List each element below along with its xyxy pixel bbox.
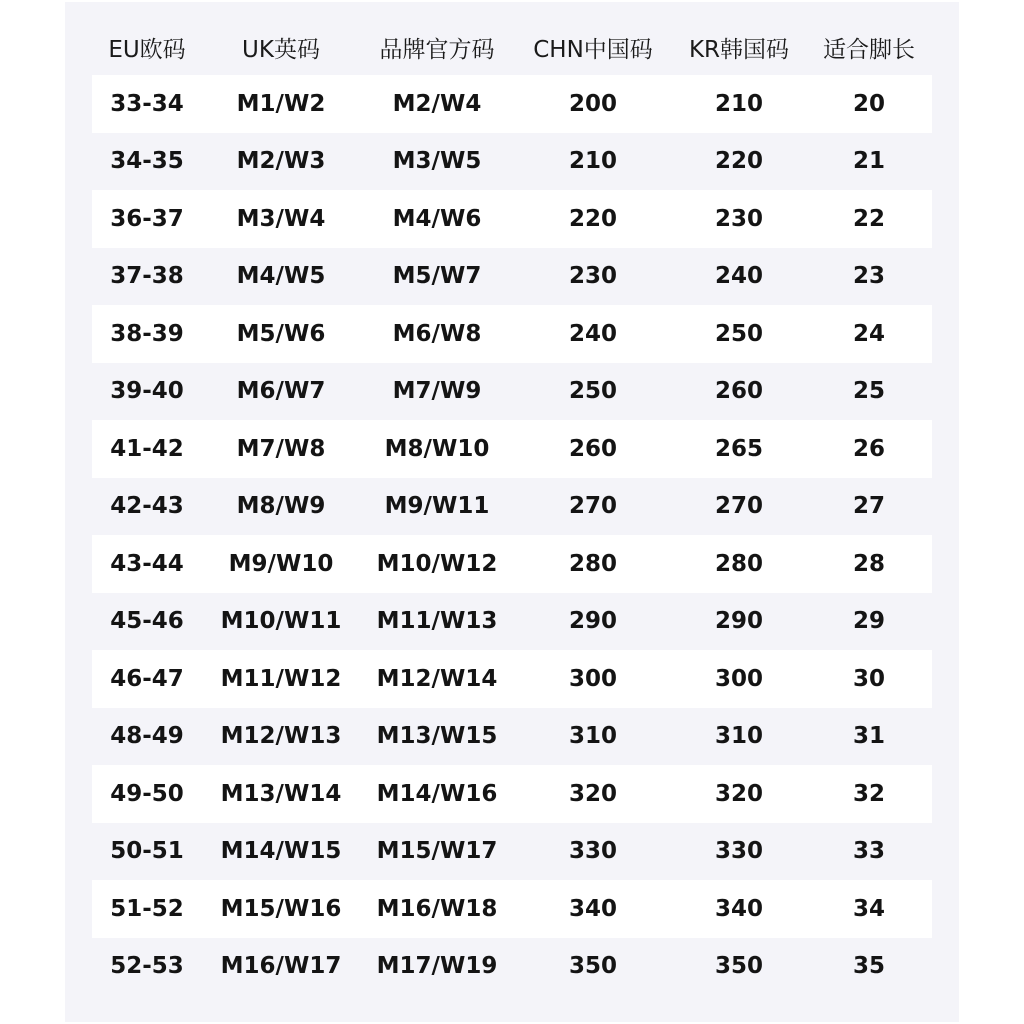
table-row [92,535,932,593]
cell-foot-length: 27 [852,493,885,520]
cell-brand: M3/W5 [392,148,482,175]
cell-kr: 270 [714,493,763,520]
cell-kr: 330 [714,838,763,865]
cell-brand: M15/W17 [376,838,498,865]
cell-chn: 290 [568,608,617,635]
cell-eu: 48-49 [110,723,184,750]
cell-kr: 260 [714,378,763,405]
cell-chn: 300 [568,665,617,692]
table-row [92,765,932,823]
table-row [92,305,932,363]
cell-foot-length: 26 [852,435,885,462]
cell-eu: 43-44 [110,550,184,577]
cell-eu: 46-47 [110,665,184,692]
cell-uk: M8/W9 [236,493,326,520]
cell-uk: M4/W5 [236,263,326,290]
cell-eu: 34-35 [110,148,184,175]
cell-uk: M3/W4 [236,205,326,232]
cell-chn: 280 [568,550,617,577]
table-row [92,938,932,996]
cell-chn: 310 [568,723,617,750]
cell-brand: M13/W15 [376,723,498,750]
cell-uk: M14/W15 [220,838,342,865]
cell-kr: 280 [714,550,763,577]
cell-foot-length: 33 [852,838,885,865]
cell-kr: 320 [714,780,763,807]
table-row [92,248,932,306]
cell-brand: M7/W9 [392,378,482,405]
cell-uk: M10/W11 [220,608,342,635]
cell-uk: M6/W7 [236,378,326,405]
header-eu: EU欧码 [108,36,186,63]
cell-chn: 210 [568,148,617,175]
cell-kr: 310 [714,723,763,750]
cell-foot-length: 24 [852,320,885,347]
cell-brand: M2/W4 [392,90,482,117]
header-kr: KR韩国码 [688,36,790,63]
cell-uk: M1/W2 [236,90,326,117]
cell-kr: 250 [714,320,763,347]
cell-uk: M9/W10 [228,550,334,577]
cell-eu: 38-39 [110,320,184,347]
cell-uk: M11/W12 [220,665,342,692]
cell-brand: M14/W16 [376,780,498,807]
cell-chn: 320 [568,780,617,807]
table-row [92,823,932,881]
cell-foot-length: 20 [852,90,885,117]
cell-foot-length: 22 [852,205,885,232]
cell-foot-length: 29 [852,608,885,635]
cell-brand: M5/W7 [392,263,482,290]
cell-uk: M12/W13 [220,723,342,750]
cell-kr: 290 [714,608,763,635]
table-body [92,75,932,995]
cell-kr: 230 [714,205,763,232]
cell-kr: 220 [714,148,763,175]
cell-chn: 250 [568,378,617,405]
cell-foot-length: 25 [852,378,885,405]
cell-kr: 340 [714,895,763,922]
cell-foot-length: 28 [852,550,885,577]
cell-brand: M9/W11 [384,493,490,520]
cell-foot-length: 32 [852,780,885,807]
header-chn: CHN中国码 [533,36,653,63]
cell-brand: M6/W8 [392,320,482,347]
table-row [92,650,932,708]
cell-eu: 39-40 [110,378,184,405]
cell-kr: 210 [714,90,763,117]
cell-eu: 45-46 [110,608,184,635]
cell-kr: 300 [714,665,763,692]
table-row [92,133,932,191]
cell-chn: 220 [568,205,617,232]
cell-eu: 41-42 [110,435,184,462]
cell-chn: 200 [568,90,617,117]
cell-foot-length: 21 [852,148,885,175]
table-row [92,363,932,421]
table-row [92,593,932,651]
cell-uk: M5/W6 [236,320,326,347]
header-brand: 品牌官方码 [379,36,495,63]
cell-chn: 230 [568,263,617,290]
cell-kr: 240 [714,263,763,290]
cell-uk: M13/W14 [220,780,342,807]
cell-uk: M15/W16 [220,895,342,922]
cell-eu: 33-34 [110,90,184,117]
cell-foot-length: 31 [852,723,885,750]
table-row [92,478,932,536]
cell-chn: 240 [568,320,617,347]
cell-brand: M4/W6 [392,205,482,232]
table-row [92,75,932,133]
cell-eu: 50-51 [110,838,184,865]
cell-foot-length: 35 [852,953,885,980]
cell-brand: M17/W19 [376,953,498,980]
header-uk: UK英码 [242,36,320,63]
cell-uk: M16/W17 [220,953,342,980]
cell-chn: 260 [568,435,617,462]
cell-brand: M12/W14 [376,665,498,692]
cell-chn: 330 [568,838,617,865]
cell-eu: 36-37 [110,205,184,232]
cell-brand: M11/W13 [376,608,498,635]
cell-foot-length: 30 [852,665,885,692]
cell-kr: 350 [714,953,763,980]
size-chart [65,2,959,1022]
cell-eu: 37-38 [110,263,184,290]
cell-eu: 52-53 [110,953,184,980]
cell-brand: M10/W12 [376,550,498,577]
cell-chn: 350 [568,953,617,980]
cell-brand: M8/W10 [384,435,490,462]
cell-uk: M2/W3 [236,148,326,175]
cell-kr: 265 [714,435,763,462]
table-row [92,420,932,478]
cell-brand: M16/W18 [376,895,498,922]
cell-eu: 49-50 [110,780,184,807]
cell-uk: M7/W8 [236,435,326,462]
cell-eu: 51-52 [110,895,184,922]
table-row [92,708,932,766]
table-header [92,20,932,74]
cell-chn: 270 [568,493,617,520]
table-row [92,190,932,248]
cell-chn: 340 [568,895,617,922]
cell-foot-length: 34 [852,895,885,922]
cell-foot-length: 23 [852,263,885,290]
table-row [92,880,932,938]
header-foot-length: 适合脚长 [823,36,915,63]
cell-eu: 42-43 [110,493,184,520]
